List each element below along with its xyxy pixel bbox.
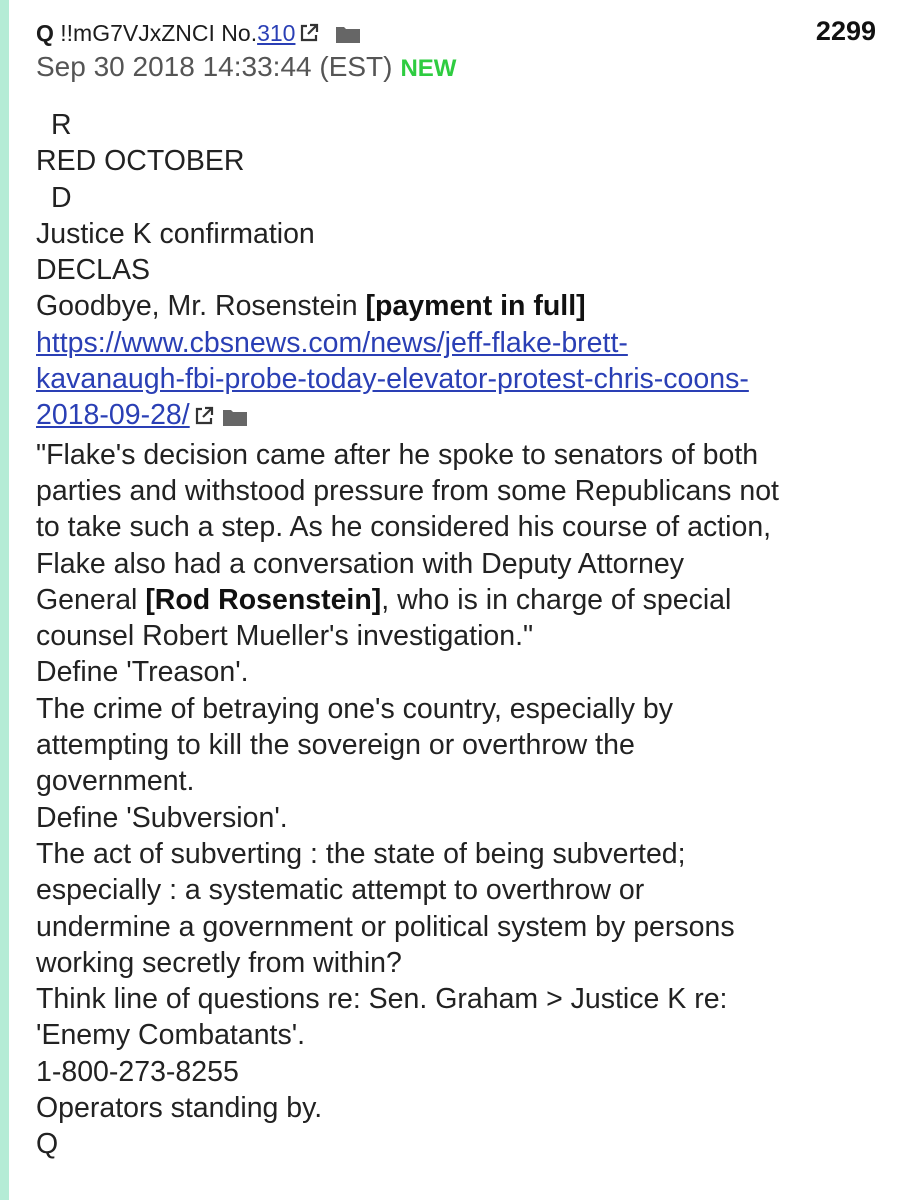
body-line: Define 'Treason'. <box>36 656 249 689</box>
body-line: government. <box>36 765 195 798</box>
post-body <box>36 107 896 1163</box>
body-line <box>36 582 896 618</box>
body-line: Operators standing by. <box>36 1092 323 1125</box>
post-number-link[interactable]: 310 <box>257 20 296 46</box>
body-text: , who is in charge of special <box>381 583 732 616</box>
body-line: 'Enemy Combatants'. <box>36 1019 306 1052</box>
folder-icon[interactable] <box>335 21 361 51</box>
body-line: D <box>51 181 72 214</box>
body-line: Justice K confirmation <box>36 217 315 250</box>
body-line: Define 'Subversion'. <box>36 801 288 834</box>
body-text: Goodbye, Mr. Rosenstein <box>36 290 366 323</box>
article-link-line-1[interactable]: https://www.cbsnews.com/news/jeff-flake-brett- <box>36 326 628 359</box>
phone-number: 1-800-273-8255 <box>36 1055 239 1088</box>
body-line: R <box>51 109 72 141</box>
article-link[interactable] <box>36 361 896 397</box>
post-date-line <box>36 50 456 86</box>
external-link-icon[interactable] <box>299 20 319 50</box>
article-link-line-2[interactable]: kavanaugh-fbi-probe-today-elevator-protest-chris-coons- <box>36 363 749 396</box>
article-link[interactable] <box>36 325 896 361</box>
body-text: General <box>36 583 146 616</box>
body-line: Flake also had a conversation with Deputy Attorney <box>36 547 684 580</box>
post-count: 2299 <box>815 16 876 46</box>
body-line: counsel Robert Mueller's investigation." <box>36 620 534 653</box>
signature: Q <box>36 1128 59 1161</box>
body-line: The crime of betraying one's country, especially by <box>36 692 673 725</box>
external-link-icon[interactable] <box>194 399 214 435</box>
body-line: attempting to kill the sovereign or overthrow the <box>36 729 635 762</box>
post-number-prefix: No. <box>221 20 258 46</box>
article-link-line-3[interactable]: 2018-09-28/ <box>36 399 190 432</box>
body-line: especially : a systematic attempt to overthrow or <box>36 874 645 907</box>
body-line: The act of subverting : the state of being subverted; <box>36 837 686 870</box>
post-date: Sep 30 2018 14:33:44 (EST) <box>36 51 393 82</box>
bold-text: [payment in full] <box>365 290 586 323</box>
new-badge: NEW <box>400 55 457 82</box>
body-line: undermine a government or political system by persons <box>36 910 735 943</box>
body-line <box>36 288 896 324</box>
article-link[interactable] <box>36 397 896 436</box>
body-line: RED OCTOBER <box>36 145 245 178</box>
body-line: DECLAS <box>36 254 151 287</box>
bold-text: [Rod Rosenstein] <box>145 583 382 616</box>
post-author: Q <box>36 20 54 46</box>
left-accent-bar <box>0 0 9 1200</box>
post-header <box>36 18 361 51</box>
body-line: to take such a step. As he considered his course of action, <box>36 511 772 544</box>
body-line: Think line of questions re: Sen. Graham > Justice K re: <box>36 983 728 1016</box>
post-tripcode: !!mG7VJxZNCI <box>60 20 215 46</box>
folder-icon[interactable] <box>222 400 248 436</box>
body-line: "Flake's decision came after he spoke to senators of both <box>36 438 759 471</box>
body-line: working secretly from within? <box>36 946 402 979</box>
body-line: parties and withstood pressure from some Republicans not <box>36 474 779 507</box>
